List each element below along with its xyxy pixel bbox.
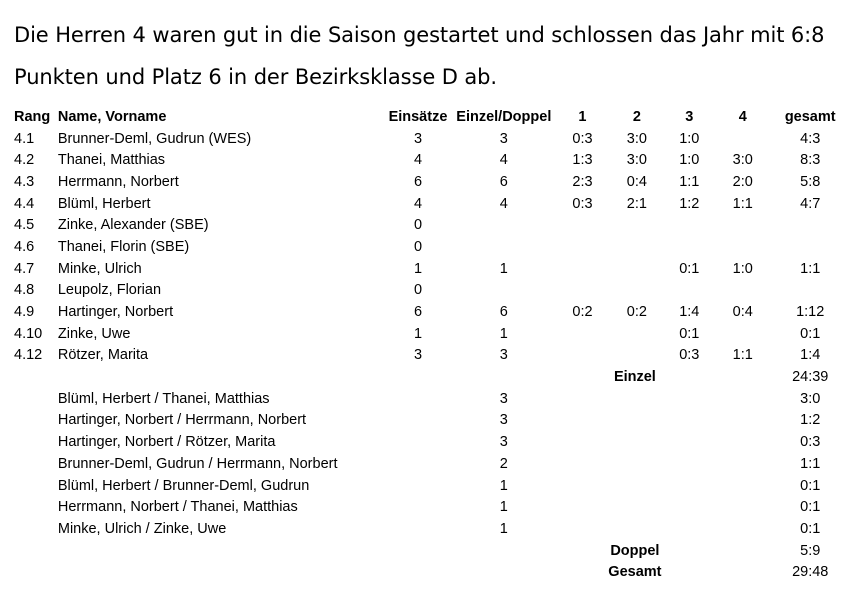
position-4-cell: 1:0 [732,260,753,277]
position-3-cell [664,518,715,540]
position-4-cell [715,518,770,540]
einsaetze-cell: 0 [413,238,423,255]
header-position-2: 2 [632,108,641,125]
einzel-doppel-cell [453,280,555,302]
einzel-doppel-cell: 1 [499,260,508,277]
position-1-cell: 0:2 [572,304,593,321]
doubles-row [14,410,850,432]
name-cell: Brunner-Deml, Gudrun (WES) [57,130,252,147]
table-row [14,236,850,258]
doubles-row [14,431,850,453]
position-4-cell [715,496,770,518]
einzel-doppel-cell: 3 [499,390,508,407]
gesamt-cell: 1:1 [800,455,821,472]
position-1-cell: 0:3 [572,195,593,212]
position-3-cell [664,236,715,258]
gesamt-cell: 0:1 [800,520,821,537]
name-cell: Herrmann, Norbert [57,173,179,190]
position-2-cell: 3:0 [626,152,647,169]
doubles-pair-cell: Hartinger, Norbert / Rötzer, Marita [57,434,276,451]
rang-cell: 4.12 [14,347,43,364]
position-2-cell [610,496,663,518]
position-4-cell [715,453,770,475]
table-row [14,323,850,345]
doubles-pair-cell: Blüml, Herbert / Thanei, Matthias [57,390,270,407]
position-4-cell [715,128,770,150]
einsaetze-cell: 0 [413,282,423,299]
position-3-cell: 1:1 [679,173,700,190]
gesamt-cell: 0:1 [800,477,821,494]
position-2-cell: 0:2 [626,304,647,321]
gesamt-cell: 0:1 [800,499,821,516]
name-cell: Hartinger, Norbert [57,304,174,321]
table-row [14,280,850,302]
position-1-cell [555,345,610,367]
einzel-doppel-cell: 3 [499,434,508,451]
einsaetze-cell [383,518,453,540]
einzel-doppel-cell: 2 [499,455,508,472]
position-4-cell [715,214,770,236]
header-position-3: 3 [685,108,694,125]
position-4-cell [715,388,770,410]
position-2-cell [610,453,663,475]
position-1-cell [555,388,610,410]
rang-cell [14,518,58,540]
header-position-1: 1 [578,108,587,125]
position-3-cell: 1:4 [679,304,700,321]
position-3-cell [664,431,715,453]
position-3-cell [664,496,715,518]
name-cell: Thanei, Matthias [57,152,166,169]
gesamt-cell: 4:3 [800,130,821,147]
position-2-cell [610,345,663,367]
position-4-cell: 0:4 [732,304,753,321]
table-row [14,149,850,171]
name-cell: Thanei, Florin (SBE) [57,238,190,255]
position-3-cell [664,410,715,432]
doubles-row [14,475,850,497]
rang-cell: 4.5 [14,217,35,234]
doubles-pair-cell: Herrmann, Norbert / Thanei, Matthias [57,499,298,516]
gesamt-cell: 1:2 [800,412,821,429]
doubles-row [14,453,850,475]
position-3-cell: 0:3 [679,347,700,364]
position-3-cell [664,280,715,302]
table-row [14,301,850,323]
rang-cell: 4.3 [14,173,35,190]
statistics-table [14,106,850,583]
name-cell: Minke, Ulrich [57,260,142,277]
position-1-cell [555,475,610,497]
header-einsaetze: Einsätze [388,108,448,125]
einsaetze-cell: 1 [413,325,423,342]
einsaetze-cell: 6 [413,304,423,321]
rang-cell [14,388,58,410]
table-row [14,345,850,367]
position-4-cell: 2:0 [732,173,753,190]
doppel-total-value: 5:9 [800,542,821,559]
intro-line-1: Die Herren 4 waren gut in die Saison gestartet und schlossen das Jahr mit 6:8 [14,23,825,47]
position-4-cell [715,410,770,432]
position-1-cell: 1:3 [572,152,593,169]
einsaetze-cell: 4 [413,152,423,169]
position-4-cell [715,475,770,497]
position-1-cell: 0:3 [572,130,593,147]
position-2-cell [610,258,663,280]
einzel-doppel-cell: 1 [499,325,508,342]
doubles-row [14,518,850,540]
table-row [14,258,850,280]
gesamt-total-row [14,561,850,583]
einzel-doppel-cell [453,236,555,258]
einsaetze-cell: 3 [413,130,423,147]
position-1-cell [555,258,610,280]
position-4-cell [715,323,770,345]
position-1-cell [555,453,610,475]
rang-cell: 4.10 [14,325,43,342]
doubles-row [14,388,850,410]
position-2-cell [610,236,663,258]
gesamt-total-value: 29:48 [792,564,829,581]
einzel-doppel-cell [453,214,555,236]
position-1-cell [555,496,610,518]
name-cell: Blüml, Herbert [57,195,151,212]
rang-cell [14,475,58,497]
rang-cell: 4.7 [14,260,35,277]
einsaetze-cell: 6 [413,173,423,190]
position-2-cell [610,475,663,497]
position-4-cell [715,431,770,453]
position-2-cell [610,280,663,302]
position-1-cell [555,431,610,453]
rang-cell [14,453,58,475]
gesamt-cell: 5:8 [800,173,821,190]
doubles-pair-cell: Brunner-Deml, Gudrun / Herrmann, Norbert [57,455,338,472]
gesamt-cell: 0:3 [800,434,821,451]
header-gesamt: gesamt [784,108,836,125]
position-4-cell [715,236,770,258]
einzel-doppel-cell: 3 [499,347,508,364]
gesamt-cell: 0:1 [800,325,821,342]
rang-cell: 4.8 [14,282,35,299]
rang-cell: 4.9 [14,304,35,321]
rang-cell: 4.2 [14,152,35,169]
header-rang: Rang [14,108,51,125]
table-row [14,214,850,236]
position-4-cell: 1:1 [732,195,753,212]
doubles-pair-cell: Hartinger, Norbert / Herrmann, Norbert [57,412,307,429]
gesamt-cell: 3:0 [800,390,821,407]
position-3-cell [664,453,715,475]
gesamt-total-label: Gesamt [608,564,662,581]
position-3-cell [664,214,715,236]
name-cell: Zinke, Uwe [57,325,131,342]
intro-line-2: Punkten und Platz 6 in der Bezirksklasse D ab. [14,65,497,89]
position-2-cell: 3:0 [626,130,647,147]
doubles-pair-cell: Minke, Ulrich / Zinke, Uwe [57,520,227,537]
rang-cell: 4.1 [14,130,35,147]
position-2-cell [610,518,663,540]
position-4-cell: 1:1 [732,347,753,364]
position-4-cell [715,280,770,302]
doubles-row [14,496,850,518]
einsaetze-cell: 0 [413,217,423,234]
table-header-row [14,106,850,128]
name-cell: Leupolz, Florian [57,282,162,299]
gesamt-cell [770,214,850,236]
gesamt-cell: 1:4 [800,347,821,364]
einsaetze-cell [383,496,453,518]
einsaetze-cell [383,388,453,410]
einzel-doppel-cell: 3 [499,130,508,147]
position-2-cell [610,431,663,453]
einzel-doppel-cell: 6 [499,173,508,190]
position-3-cell [664,388,715,410]
einzel-doppel-cell: 3 [499,412,508,429]
position-1-cell [555,410,610,432]
intro-text [14,14,844,98]
gesamt-cell: 1:1 [800,260,821,277]
header-einzel-doppel: Einzel/Doppel [456,108,552,125]
position-3-cell: 0:1 [679,325,700,342]
einsaetze-cell: 1 [413,260,423,277]
einsaetze-cell [383,410,453,432]
einsaetze-cell: 3 [413,347,423,364]
einzel-total-label: Einzel [613,369,656,386]
position-1-cell [555,236,610,258]
rang-cell [14,431,58,453]
position-3-cell: 1:0 [679,130,700,147]
rang-cell: 4.6 [14,238,35,255]
rang-cell [14,410,58,432]
rang-cell [14,496,58,518]
gesamt-cell: 1:12 [796,304,825,321]
einzel-total-value: 24:39 [792,369,829,386]
einzel-doppel-cell: 1 [499,520,508,537]
einzel-doppel-cell: 4 [499,195,508,212]
gesamt-cell: 8:3 [800,152,821,169]
einzel-doppel-cell: 4 [499,152,508,169]
header-position-4: 4 [738,108,747,125]
position-3-cell: 1:0 [679,152,700,169]
table-row [14,193,850,215]
position-3-cell [664,475,715,497]
gesamt-cell [770,236,850,258]
position-2-cell [610,214,663,236]
gesamt-cell: 4:7 [800,195,821,212]
position-1-cell [555,214,610,236]
table-row [14,128,850,150]
position-2-cell [610,388,663,410]
header-name: Name, Vorname [57,108,167,125]
position-4-cell: 3:0 [732,152,753,169]
position-2-cell: 0:4 [626,173,647,190]
position-1-cell [555,518,610,540]
doubles-pair-cell: Blüml, Herbert / Brunner-Deml, Gudrun [57,477,310,494]
position-2-cell: 2:1 [626,195,647,212]
table-row [14,171,850,193]
einsaetze-cell: 4 [413,195,423,212]
einsaetze-cell [383,431,453,453]
name-cell: Rötzer, Marita [57,347,149,364]
position-3-cell: 1:2 [679,195,700,212]
position-3-cell: 0:1 [679,260,700,277]
name-cell: Zinke, Alexander (SBE) [57,217,209,234]
gesamt-cell [770,280,850,302]
einzel-total-row [14,366,850,388]
einzel-doppel-cell: 1 [499,499,508,516]
doppel-total-label: Doppel [610,542,660,559]
einzel-doppel-cell: 1 [499,477,508,494]
einsaetze-cell [383,453,453,475]
doppel-total-row [14,540,850,562]
position-1-cell [555,323,610,345]
position-2-cell [610,323,663,345]
position-2-cell [610,410,663,432]
position-1-cell: 2:3 [572,173,593,190]
einsaetze-cell [383,475,453,497]
einzel-doppel-cell: 6 [499,304,508,321]
position-1-cell [555,280,610,302]
rang-cell: 4.4 [14,195,35,212]
